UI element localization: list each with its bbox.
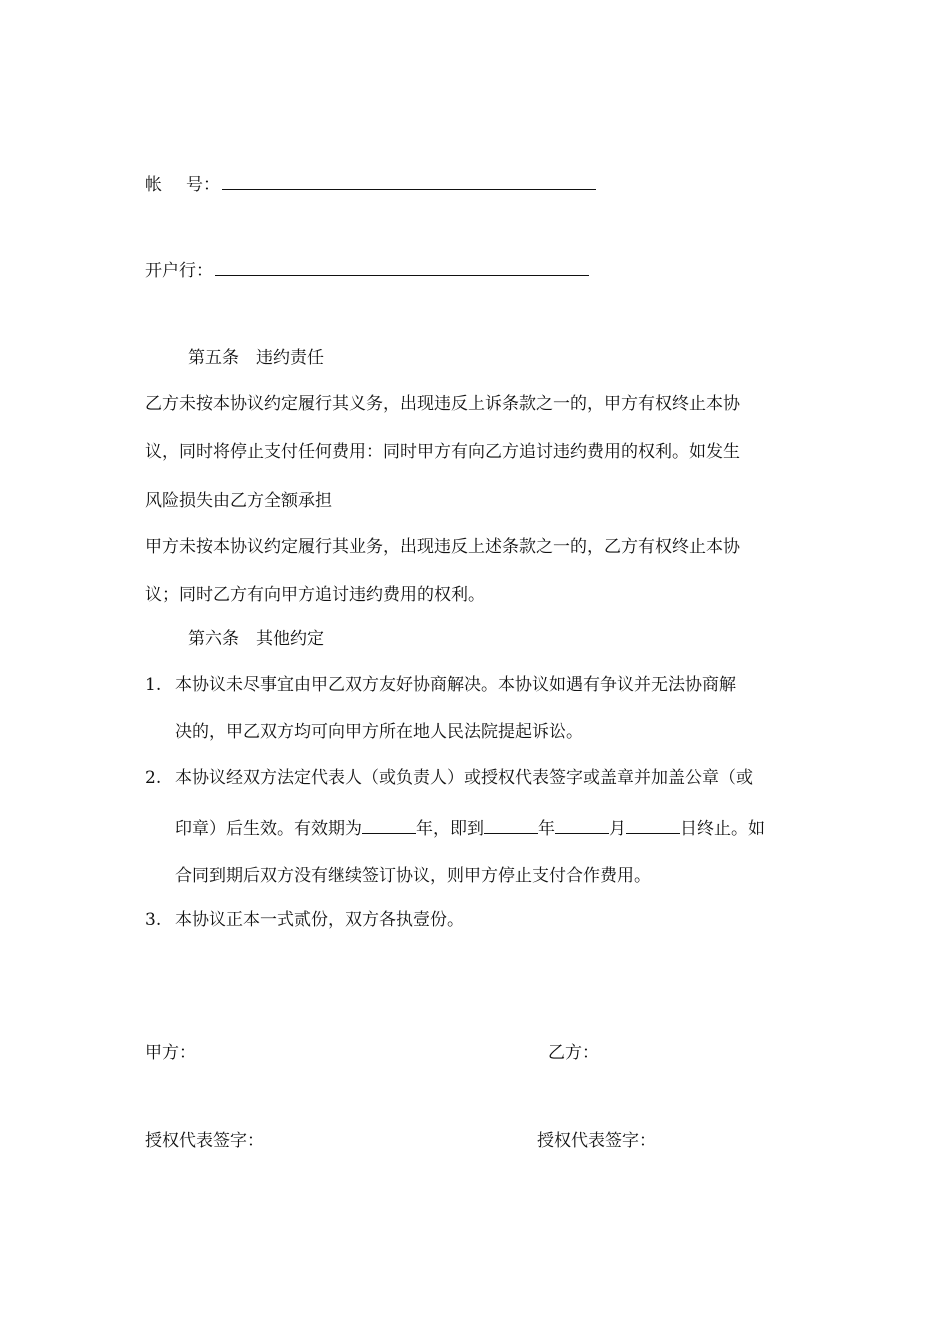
validity-years-blank[interactable] xyxy=(362,815,416,834)
article5-p2-line1: 甲方未按本协议约定履行其业务，出现违反上述条款之一的，乙方有权终止本协 xyxy=(145,537,740,557)
account-number-row xyxy=(145,171,596,197)
rep-b-label: 授权代表签字： xyxy=(537,1131,656,1151)
bank-blank[interactable] xyxy=(215,257,589,276)
item3-line1: 本协议正本一式贰份，双方各执壹份。 xyxy=(175,910,464,930)
article5-p1-line3: 风险损失由乙方全额承担 xyxy=(145,491,332,511)
item2-num: 2. xyxy=(145,768,162,788)
party-a-label: 甲方： xyxy=(145,1043,196,1063)
article5-p2-line2: 议；同时乙方有向甲方追讨违约费用的权利。 xyxy=(145,585,485,605)
account-label-b: 号： xyxy=(186,175,220,195)
item2-line2-d: 月 xyxy=(609,819,626,839)
party-b-label: 乙方： xyxy=(548,1043,599,1063)
item3-num: 3. xyxy=(145,910,162,930)
bank-row xyxy=(145,257,589,283)
article5-title: 第五条 违约责任 xyxy=(188,348,324,368)
item2-line2-c: 年 xyxy=(538,819,555,839)
article5-p1-line1: 乙方未按本协议约定履行其义务，出现违反上诉条款之一的，甲方有权终止本协 xyxy=(145,394,740,414)
item1-line1: 本协议未尽事宜由甲乙双方友好协商解决。本协议如遇有争议并无法协商解 xyxy=(175,675,736,695)
end-year-blank[interactable] xyxy=(484,815,538,834)
account-label-a: 帐 xyxy=(145,175,162,195)
item1-num: 1. xyxy=(145,675,162,695)
bank-label: 开户行： xyxy=(145,261,213,281)
end-day-blank[interactable] xyxy=(626,815,680,834)
item2-line1: 本协议经双方法定代表人（或负责人）或授权代表签字或盖章并加盖公章（或 xyxy=(175,768,753,788)
item2-line2-a: 印章）后生效。有效期为 xyxy=(175,819,362,839)
rep-a-label: 授权代表签字： xyxy=(145,1131,264,1151)
item2-line2-e: 日终止。如 xyxy=(680,819,765,839)
item2-line3: 合同到期后双方没有继续签订协议，则甲方停止支付合作费用。 xyxy=(175,866,651,886)
item2-line2-b: 年，即到 xyxy=(416,819,484,839)
article5-p1-line2: 议，同时将停止支付任何费用：同时甲方有向乙方追讨违约费用的权利。如发生 xyxy=(145,442,740,462)
item1-line2: 决的，甲乙双方均可向甲方所在地人民法院提起诉讼。 xyxy=(175,722,583,742)
item2-line2 xyxy=(175,815,765,841)
article6-title: 第六条 其他约定 xyxy=(188,629,324,649)
end-month-blank[interactable] xyxy=(555,815,609,834)
account-number-blank[interactable] xyxy=(222,171,596,190)
